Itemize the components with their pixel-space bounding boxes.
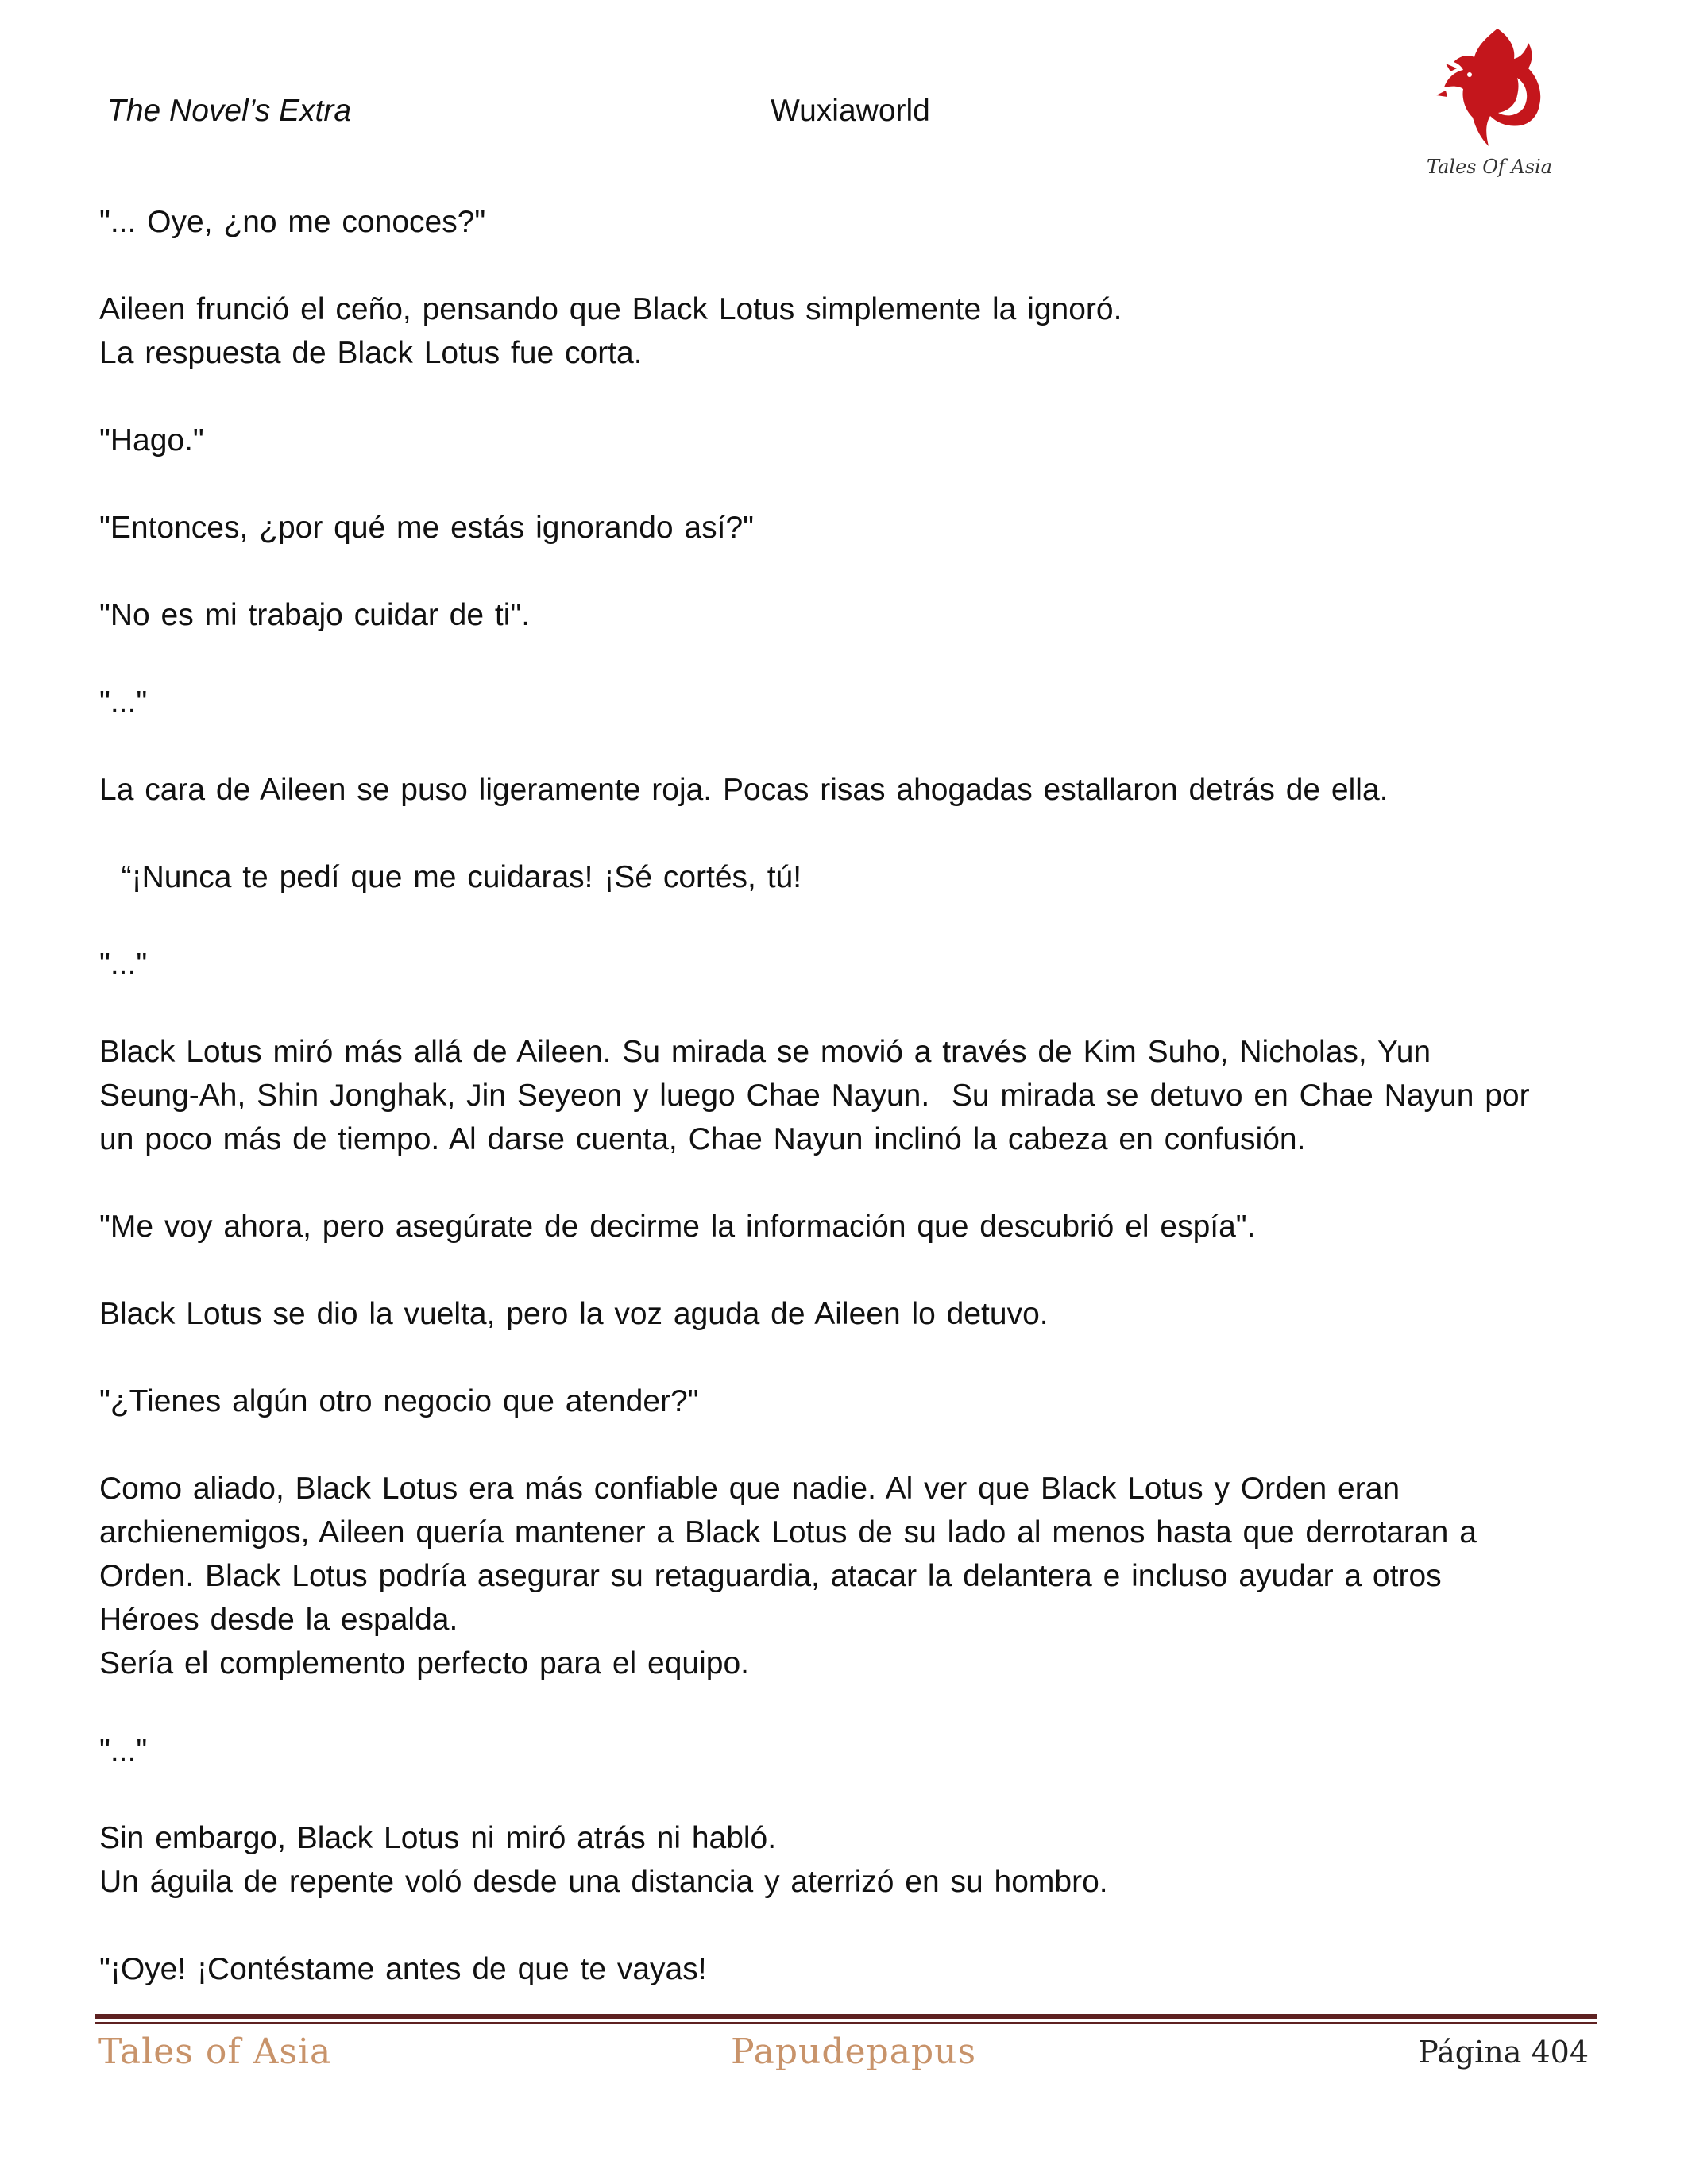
text-line: La respuesta de Black Lotus fue corta.: [99, 336, 643, 370]
text-line: "...": [99, 947, 148, 982]
text-line: "...": [99, 685, 148, 720]
paragraph: [99, 287, 1593, 375]
paragraph: [99, 768, 1593, 812]
text-line: “¡Nunca te pedí que me cuidaras! ¡Sé cortés, tú!: [99, 860, 802, 894]
text-line: La cara de Aileen se puso ligeramente roja. Pocas risas ahogadas estallaron detrás de ella.: [99, 773, 1389, 807]
book-title: The Novel’s Extra: [107, 94, 352, 128]
text-line: "¿Tienes algún otro negocio que atender?": [99, 1384, 699, 1418]
paragraph: [99, 1292, 1593, 1336]
paragraph: [99, 419, 1593, 462]
text-line: Héroes desde la espalda.: [99, 1603, 458, 1637]
text-line: un poco más de tiempo. Al darse cuenta, Chae Nayun inclinó la cabeza en confusión.: [99, 1122, 1306, 1156]
text-line: archienemigos, Aileen quería mantener a Black Lotus de su lado al menos hasta que derrotaran a: [99, 1515, 1477, 1549]
paragraph: [99, 681, 1593, 724]
footer-rule: [95, 2014, 1597, 2019]
paragraph: [99, 200, 1593, 244]
text-line: "...": [99, 1734, 148, 1768]
paragraph: [99, 1816, 1593, 1904]
text-line: "... Oye, ¿no me conoces?": [99, 205, 486, 239]
paragraph: [99, 1947, 1593, 1991]
text-line: Black Lotus se dio la vuelta, pero la voz aguda de Aileen lo detuvo.: [99, 1297, 1049, 1331]
tales-of-asia-logo: [1422, 22, 1557, 189]
text-line: Aileen frunció el ceño, pensando que Black Lotus simplemente la ignoró.: [99, 292, 1122, 326]
paragraph: [99, 1467, 1593, 1685]
paragraph: [99, 1379, 1593, 1423]
text-line: Seung-Ah, Shin Jonghak, Jin Seyeon y luego Chae Nayun. Su mirada se detuvo en Chae Nayun por: [99, 1078, 1530, 1113]
paragraph: [99, 855, 1593, 899]
paragraph: [99, 1205, 1593, 1248]
red-dragon-icon: [1436, 29, 1540, 146]
paragraph: [99, 1030, 1593, 1161]
text-line: Sería el complemento perfecto para el equipo.: [99, 1646, 749, 1680]
paragraph: [99, 943, 1593, 986]
paragraph: [99, 1729, 1593, 1773]
footer-rule-thin: [95, 2022, 1597, 2024]
text-line: "Entonces, ¿por qué me estás ignorando así?": [99, 511, 754, 545]
footer-publisher: Tales of Asia: [98, 2032, 332, 2072]
text-line: "No es mi trabajo cuidar de ti".: [99, 598, 531, 632]
paragraph: [99, 506, 1593, 550]
site-name: Wuxiaworld: [771, 94, 930, 128]
text-line: Un águila de repente voló desde una distancia y aterrizó en su hombro.: [99, 1865, 1108, 1899]
logo-text: Tales Of Asia: [1426, 156, 1553, 178]
text-line: "¡Oye! ¡Contéstame antes de que te vayas!: [99, 1952, 707, 1986]
page-number: Página 404: [1418, 2035, 1589, 2070]
footer-translator: Papudepapus: [731, 2032, 977, 2072]
text-line: "Hago.": [99, 423, 204, 457]
text-line: Black Lotus miró más allá de Aileen. Su mirada se movió a través de Kim Suho, Nicholas, Yun: [99, 1035, 1431, 1069]
chapter-body: [99, 200, 1593, 2035]
text-line: "Me voy ahora, pero asegúrate de decirme la información que descubrió el espía".: [99, 1210, 1256, 1244]
paragraph: [99, 593, 1593, 637]
text-line: Como aliado, Black Lotus era más confiable que nadie. Al ver que Black Lotus y Orden eran: [99, 1472, 1400, 1506]
text-line: Sin embargo, Black Lotus ni miró atrás ni habló.: [99, 1821, 777, 1855]
text-line: Orden. Black Lotus podría asegurar su retaguardia, atacar la delantera e incluso ayudar a otros: [99, 1559, 1442, 1593]
